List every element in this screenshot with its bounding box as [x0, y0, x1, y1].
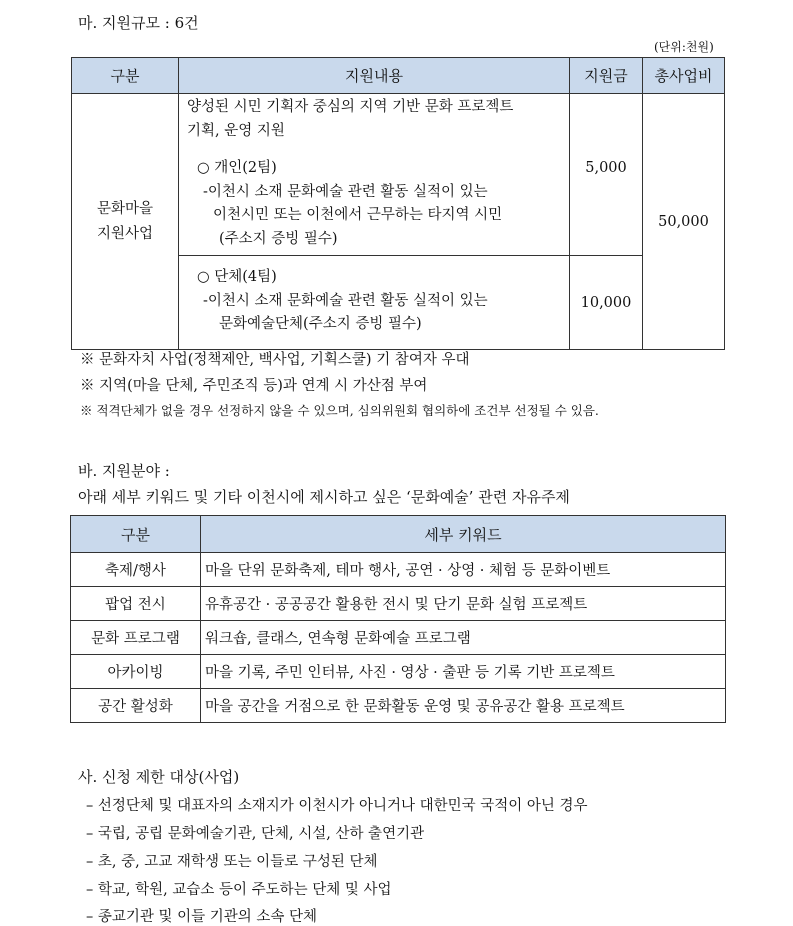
section-ba-subheading: 아래 세부 키워드 및 기타 이천시에 제시하고 싶은 ‘문화예술’ 관련 자유주제	[78, 488, 570, 506]
restriction-item-3: – 초, 중, 고교 재학생 또는 이들로 구성된 단체	[86, 854, 378, 870]
row-category: 팝업 전시	[71, 587, 201, 621]
table2-header-category: 구분	[71, 516, 201, 553]
category-line2: 지원사업	[96, 225, 154, 242]
group-title: ○ 단체(4팀)	[197, 269, 277, 285]
row-category: 축제/행사	[71, 553, 201, 587]
table2-header-keywords: 세부 키워드	[201, 516, 726, 553]
support-scale-table	[71, 57, 725, 350]
note-1: ※ 문화자치 사업(정책제안, 백사업, 기획스쿨) 기 참여자 우대	[80, 352, 470, 368]
row-keywords: 유휴공간 · 공공공간 활용한 전시 및 단기 문화 실험 프로젝트	[201, 587, 726, 621]
group-line1: -이천시 소재 문화예술 관련 활동 실적이 있는	[203, 292, 488, 309]
table-row	[71, 587, 726, 621]
row-category: 공간 활성화	[71, 689, 201, 723]
intro-line2: 기획, 운영 지원	[187, 122, 285, 139]
table1-category-cell	[72, 94, 179, 350]
individual-line1: -이천시 소재 문화예술 관련 활동 실적이 있는	[203, 183, 488, 200]
row-category: 문화 프로그램	[71, 621, 201, 655]
category-line1: 문화마을	[96, 200, 154, 217]
table1-header-total: 총사업비	[643, 58, 725, 94]
table1-header-row	[72, 58, 725, 94]
intro-line1: 양성된 시민 기획자 중심의 지역 기반 문화 프로젝트	[187, 99, 514, 115]
row-keywords: 마을 단위 문화축제, 테마 행사, 공연 · 상영 · 체험 등 문화이벤트	[201, 553, 726, 587]
table1-row-individual	[72, 94, 725, 256]
individual-line3: (주소지 증빙 필수)	[219, 230, 338, 247]
total-amount: 50,000	[643, 94, 725, 350]
table-row	[71, 655, 726, 689]
individual-title: ○ 개인(2팀)	[197, 160, 277, 176]
section-ma-heading: 마. 지원규모 : 6건	[78, 14, 199, 32]
restriction-item-4: – 학교, 학원, 교습소 등이 주도하는 단체 및 사업	[86, 882, 392, 898]
table1-header-category: 구분	[72, 58, 179, 94]
group-amount: 10,000	[570, 256, 643, 350]
group-content-cell	[179, 256, 570, 350]
row-category: 아카이빙	[71, 655, 201, 689]
unit-label: (단위:천원)	[654, 40, 714, 54]
table-row	[71, 621, 726, 655]
restriction-item-5: – 종교기관 및 이들 기관의 소속 단체	[86, 909, 318, 925]
table1-header-amount: 지원금	[570, 58, 643, 94]
support-field-table	[70, 515, 726, 723]
table1-header-content: 지원내용	[179, 58, 570, 94]
section-ba-heading: 바. 지원분야 :	[78, 462, 170, 480]
note-3: ※ 적격단체가 없을 경우 선정하지 않을 수 있으며, 심의위원회 협의하에 조건부 선정될 수 있음.	[80, 403, 599, 418]
row-keywords: 워크숍, 클래스, 연속형 문화예술 프로그램	[201, 621, 726, 655]
individual-line2: 이천시민 또는 이천에서 근무하는 타지역 시민	[213, 207, 503, 223]
individual-content-cell	[179, 94, 570, 256]
restriction-item-1: – 선정단체 및 대표자의 소재지가 이천시가 아니거나 대한민국 국적이 아닌 경우	[86, 798, 588, 814]
individual-amount: 5,000	[570, 94, 643, 256]
note-2: ※ 지역(마을 단체, 주민조직 등)과 연계 시 가산점 부여	[80, 378, 428, 394]
table-row	[71, 553, 726, 587]
table2-header-row	[71, 516, 726, 553]
row-keywords: 마을 공간을 거점으로 한 문화활동 운영 및 공유공간 활용 프로젝트	[201, 689, 726, 723]
table-row	[71, 689, 726, 723]
group-line2: 문화예술단체(주소지 증빙 필수)	[219, 316, 422, 332]
restriction-item-2: – 국립, 공립 문화예술기관, 단체, 시설, 산하 출연기관	[86, 826, 425, 842]
row-keywords: 마을 기록, 주민 인터뷰, 사진 · 영상 · 출판 등 기록 기반 프로젝트	[201, 655, 726, 689]
section-sa-heading: 사. 신청 제한 대상(사업)	[78, 768, 240, 786]
